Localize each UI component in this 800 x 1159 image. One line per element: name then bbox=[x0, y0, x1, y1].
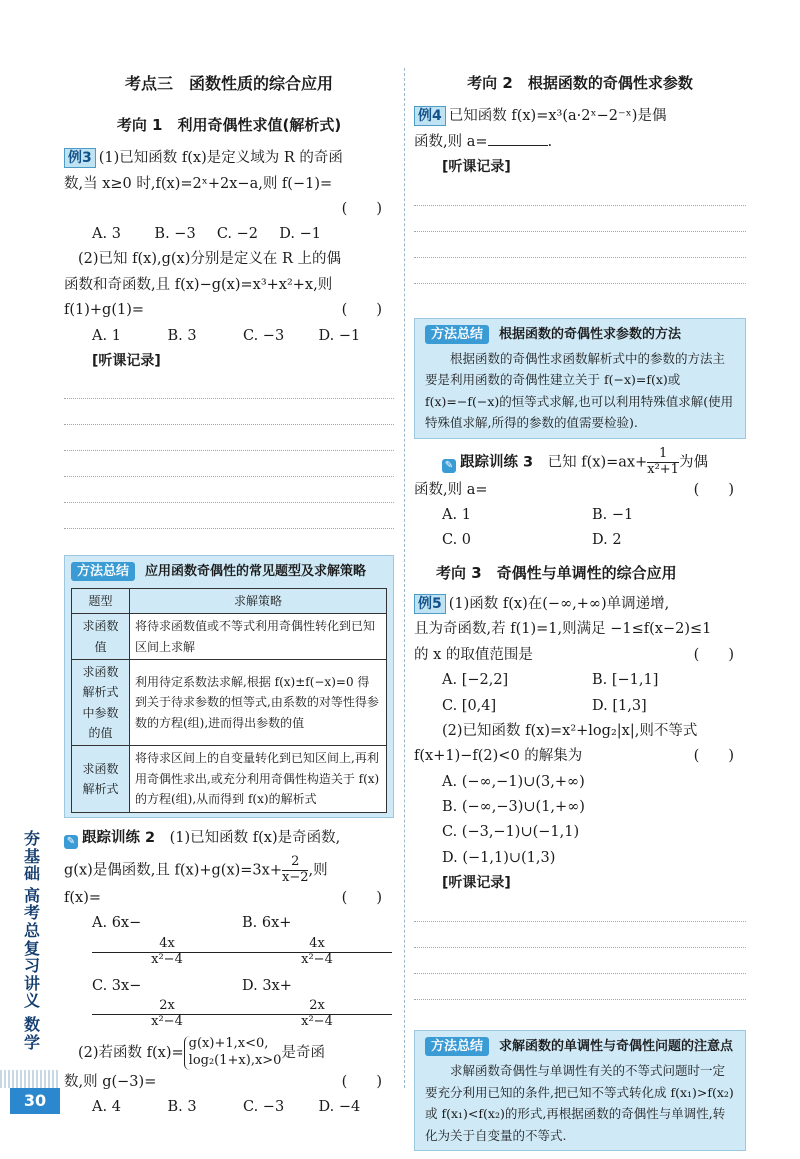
notes-line bbox=[64, 399, 394, 425]
option-text: B. 6x+ bbox=[242, 915, 292, 932]
option: B. −3 bbox=[154, 226, 196, 242]
subject-label: 数学 bbox=[23, 1014, 40, 1052]
option bbox=[92, 911, 242, 967]
option: A. 3 bbox=[92, 226, 121, 242]
option: B. −1 bbox=[592, 507, 634, 524]
track2-label: 跟踪训练 2 bbox=[82, 829, 156, 846]
fraction bbox=[92, 999, 242, 1030]
decorative-strip bbox=[0, 1070, 58, 1088]
option: D. [1,3] bbox=[592, 697, 647, 714]
section-title: 考点三 函数性质的综合应用 bbox=[124, 74, 333, 93]
option: A. 1 bbox=[442, 507, 471, 524]
option: B. (−∞,−3)∪(1,+∞) bbox=[442, 799, 585, 816]
page-number: 30 bbox=[10, 1088, 60, 1114]
ex4-line2-end: . bbox=[547, 133, 553, 150]
fraction-numerator: 2x bbox=[242, 999, 392, 1015]
option-text: D. 3x+ bbox=[242, 977, 292, 994]
fraction-denominator: x²−4 bbox=[151, 1013, 183, 1029]
method-tag: 方法总结 bbox=[425, 1037, 489, 1056]
fraction-numerator: 2 bbox=[282, 855, 309, 871]
table-cell-strategy: 将待求函数值或不等式利用奇偶性转化到已知区间上求解 bbox=[130, 614, 387, 660]
fraction bbox=[242, 999, 392, 1030]
ex3-q2-line1: (2)已知 f(x),g(x)分别是定义在 R 上的偶 bbox=[78, 251, 342, 268]
left-column bbox=[64, 70, 394, 1120]
pencil-icon: ✎ bbox=[64, 835, 78, 849]
track3-line1: 已知 f(x)=ax+ bbox=[547, 454, 648, 471]
ex5-q2-line2: f(x+1)−f(2)<0 的解集为 bbox=[414, 748, 583, 765]
option: D. 2 bbox=[592, 532, 622, 549]
table-row bbox=[72, 746, 387, 812]
fraction-denominator: x²−4 bbox=[151, 951, 183, 967]
ex3-q1-line2: 数,当 x≥0 时,f(x)=2ˣ+2x−a,则 f(−1)= bbox=[64, 175, 333, 192]
ex4-line2: 函数,则 a= bbox=[414, 133, 488, 150]
piecewise-case: log₂(1+x),x>0 bbox=[188, 1052, 282, 1068]
track3-label: 跟踪训练 3 bbox=[460, 454, 534, 471]
notes-line bbox=[414, 896, 746, 922]
ex4-notes-label: [听课记录] bbox=[442, 159, 511, 175]
tracking-exercise-2 bbox=[64, 826, 394, 1121]
method-title: 根据函数的奇偶性求参数的方法 bbox=[499, 326, 682, 342]
example-5 bbox=[414, 592, 746, 1000]
ex5-q1-line1: (1)函数 f(x)在(−∞,+∞)单调递增, bbox=[448, 596, 670, 613]
ex5-q1-line2: 且为奇函数,若 f(1)=1,则满足 −1≤f(x−2)≤1 bbox=[414, 621, 712, 638]
fraction-denominator: x²−4 bbox=[301, 951, 333, 967]
option: D. −1 bbox=[279, 226, 321, 242]
option-text: A. 6x− bbox=[92, 915, 142, 932]
method-summary-3 bbox=[414, 1030, 746, 1151]
example-3 bbox=[64, 146, 394, 529]
table-cell-strategy: 利用待定系数法求解,根据 f(x)±f(−x)=0 得到关于待求参数的恒等式,由系数的对等性得参数的方程(组),进而得出参数的值 bbox=[130, 659, 387, 746]
track3-line2: 函数,则 a= bbox=[414, 481, 488, 498]
option: A. 1 bbox=[92, 327, 121, 344]
example-4-tag: 例4 bbox=[414, 106, 446, 126]
book-spine-label bbox=[20, 830, 44, 1051]
track2-q1-line2-end: ,则 bbox=[308, 862, 328, 879]
track2-q1-line1: (1)已知函数 f(x)是奇函数, bbox=[169, 829, 341, 846]
answer-blank bbox=[488, 132, 548, 146]
column-divider bbox=[404, 68, 405, 1088]
notes-line bbox=[414, 948, 746, 974]
option: C. (−3,−1)∪(−1,1) bbox=[442, 824, 580, 841]
track3-line1-end: 为偶 bbox=[678, 454, 708, 471]
option-text: C. 3x− bbox=[92, 977, 142, 994]
notes-line bbox=[414, 974, 746, 1000]
notes-line bbox=[64, 451, 394, 477]
option: C. [0,4] bbox=[442, 697, 497, 714]
ex3-q2-options bbox=[64, 324, 394, 349]
notes-line bbox=[414, 206, 746, 232]
pencil-icon: ✎ bbox=[442, 459, 456, 473]
direction-1-title: 考向 1 利用奇偶性求值(解析式) bbox=[116, 116, 342, 134]
track3-options bbox=[414, 503, 746, 554]
piecewise-case: g(x)+1,x<0, bbox=[188, 1035, 269, 1051]
strategy-table bbox=[71, 588, 387, 813]
method-tag: 方法总结 bbox=[71, 562, 135, 581]
option: A. (−∞,−1)∪(3,+∞) bbox=[442, 773, 585, 790]
brand-name: 夯基础 bbox=[23, 829, 40, 884]
fraction bbox=[92, 937, 242, 968]
example-3-tag: 例3 bbox=[64, 148, 96, 168]
ex4-line1: 已知函数 f(x)=x³(a·2ˣ−2⁻ˣ)是偶 bbox=[448, 108, 667, 125]
track2-q1-options bbox=[64, 911, 394, 1030]
option: A. [−2,2] bbox=[442, 672, 509, 689]
option: B. 3 bbox=[167, 327, 197, 344]
track2-q2-line2: 数,则 g(−3)= bbox=[64, 1073, 157, 1090]
table-row bbox=[72, 659, 387, 746]
option: D. (−1,1)∪(1,3) bbox=[442, 849, 556, 866]
method-title: 求解函数的单调性与奇偶性问题的注意点 bbox=[499, 1038, 734, 1054]
fraction-denominator: x²+1 bbox=[647, 461, 679, 477]
option: C. −3 bbox=[243, 327, 285, 344]
track2-q1-line2: g(x)是偶函数,且 f(x)+g(x)=3x+ bbox=[64, 862, 282, 879]
ex3-q2-line3: f(1)+g(1)= bbox=[64, 302, 145, 319]
fraction bbox=[647, 447, 679, 478]
notes-line bbox=[64, 425, 394, 451]
ex5-q1-paren: ( ) bbox=[693, 646, 734, 663]
fraction-numerator: 4x bbox=[242, 937, 392, 953]
table-cell-strategy: 将待求区间上的自变量转化到已知区间上,再利用奇偶性求出,或充分利用奇偶性构造关于 f(x)的方程(组),从而得到 f(x)的解析式 bbox=[130, 746, 387, 812]
ex5-notes-label: [听课记录] bbox=[442, 875, 511, 892]
option: B. 3 bbox=[167, 1098, 197, 1115]
track2-q1-paren: ( ) bbox=[341, 889, 382, 906]
ex3-q1-paren: ( ) bbox=[341, 201, 382, 217]
ex5-q2-options bbox=[414, 770, 746, 872]
method-summary-2 bbox=[414, 318, 746, 439]
direction-3-title: 考向 3 奇偶性与单调性的综合应用 bbox=[436, 563, 677, 582]
example-4 bbox=[414, 104, 746, 283]
table-header: 题型 bbox=[72, 588, 130, 613]
ex5-q2-paren: ( ) bbox=[693, 748, 734, 765]
fraction-numerator: 1 bbox=[647, 447, 679, 463]
option: A. 4 bbox=[92, 1098, 121, 1115]
option: C. −3 bbox=[243, 1098, 285, 1115]
method-tag: 方法总结 bbox=[425, 325, 489, 344]
ex3-q2-line2: 函数和奇函数,且 f(x)−g(x)=x³+x²+x,则 bbox=[64, 276, 333, 293]
notes-line bbox=[64, 477, 394, 503]
fraction-denominator: x−2 bbox=[281, 869, 309, 885]
piecewise-brace bbox=[184, 1036, 282, 1070]
track2-q1-line3: f(x)= bbox=[64, 889, 102, 906]
notes-line bbox=[414, 180, 746, 206]
option bbox=[242, 911, 392, 967]
fraction-numerator: 4x bbox=[92, 937, 242, 953]
track2-q2-text-end: 是奇函 bbox=[281, 1044, 325, 1061]
option: D. −4 bbox=[318, 1098, 361, 1115]
notes-line bbox=[414, 922, 746, 948]
option bbox=[92, 974, 242, 1030]
table-header: 求解策略 bbox=[130, 588, 387, 613]
table-cell-type: 求函数解析式中参数的值 bbox=[72, 659, 130, 746]
option: C. −2 bbox=[216, 226, 259, 242]
option: C. 0 bbox=[442, 532, 472, 549]
table-cell-type: 求函数解析式 bbox=[72, 746, 130, 812]
ex5-q1-line3: 的 x 的取值范围是 bbox=[414, 646, 533, 663]
table-cell-type: 求函数值 bbox=[72, 614, 130, 660]
ex3-q1-options bbox=[64, 222, 342, 247]
tracking-exercise-3 bbox=[414, 447, 746, 554]
method-title: 应用函数奇偶性的常见题型及求解策略 bbox=[145, 564, 367, 580]
notes-line bbox=[64, 373, 394, 399]
notes-line bbox=[414, 258, 746, 284]
fraction bbox=[242, 937, 392, 968]
ex3-notes-label: [听课记录] bbox=[92, 352, 161, 369]
method-body: 求解函数奇偶性与单调性有关的不等式问题时一定要充分利用已知的条件,把已知不等式转化成 f(x₁)>f(x₂)或 f(x₁)<f(x₂)的形式,再根据函数的奇偶性与单调性,转化为关于自变量的不等式. bbox=[425, 1063, 734, 1143]
ex3-q2-paren: ( ) bbox=[341, 302, 382, 319]
option: B. [−1,1] bbox=[592, 672, 659, 689]
table-row bbox=[72, 614, 387, 660]
fraction-numerator: 2x bbox=[92, 999, 242, 1015]
right-column bbox=[414, 70, 746, 1151]
track2-q2-text: (2)若函数 f(x)= bbox=[78, 1044, 184, 1061]
method-summary-1 bbox=[64, 555, 394, 817]
ex5-q1-options bbox=[414, 668, 746, 719]
ex5-q2-line1: (2)已知函数 f(x)=x²+log₂|x|,则不等式 bbox=[442, 722, 698, 739]
track2-q2-paren: ( ) bbox=[341, 1073, 382, 1090]
book-title: 高考总复习讲义 bbox=[23, 885, 40, 1011]
direction-2-title: 考向 2 根据函数的奇偶性求参数 bbox=[467, 74, 693, 92]
fraction-denominator: x²−4 bbox=[301, 1013, 333, 1029]
notes-line bbox=[414, 232, 746, 258]
option: D. −1 bbox=[318, 327, 361, 344]
fraction bbox=[282, 855, 309, 886]
ex3-q1-line1: (1)已知函数 f(x)是定义域为 R 的奇函 bbox=[98, 150, 343, 167]
method-body: 根据函数的奇偶性求函数解析式中的参数的方法主要是利用函数的奇偶性建立关于 f(−x)=f(x)或 f(x)=−f(−x)的恒等式求解,也可以利用特殊值求解(使用特殊值求解,所得的参数的值需要检验). bbox=[425, 350, 734, 431]
option bbox=[242, 974, 392, 1030]
track2-q2-options bbox=[64, 1095, 394, 1120]
example-5-tag: 例5 bbox=[414, 594, 446, 614]
notes-line bbox=[64, 503, 394, 529]
track3-paren: ( ) bbox=[693, 481, 734, 498]
